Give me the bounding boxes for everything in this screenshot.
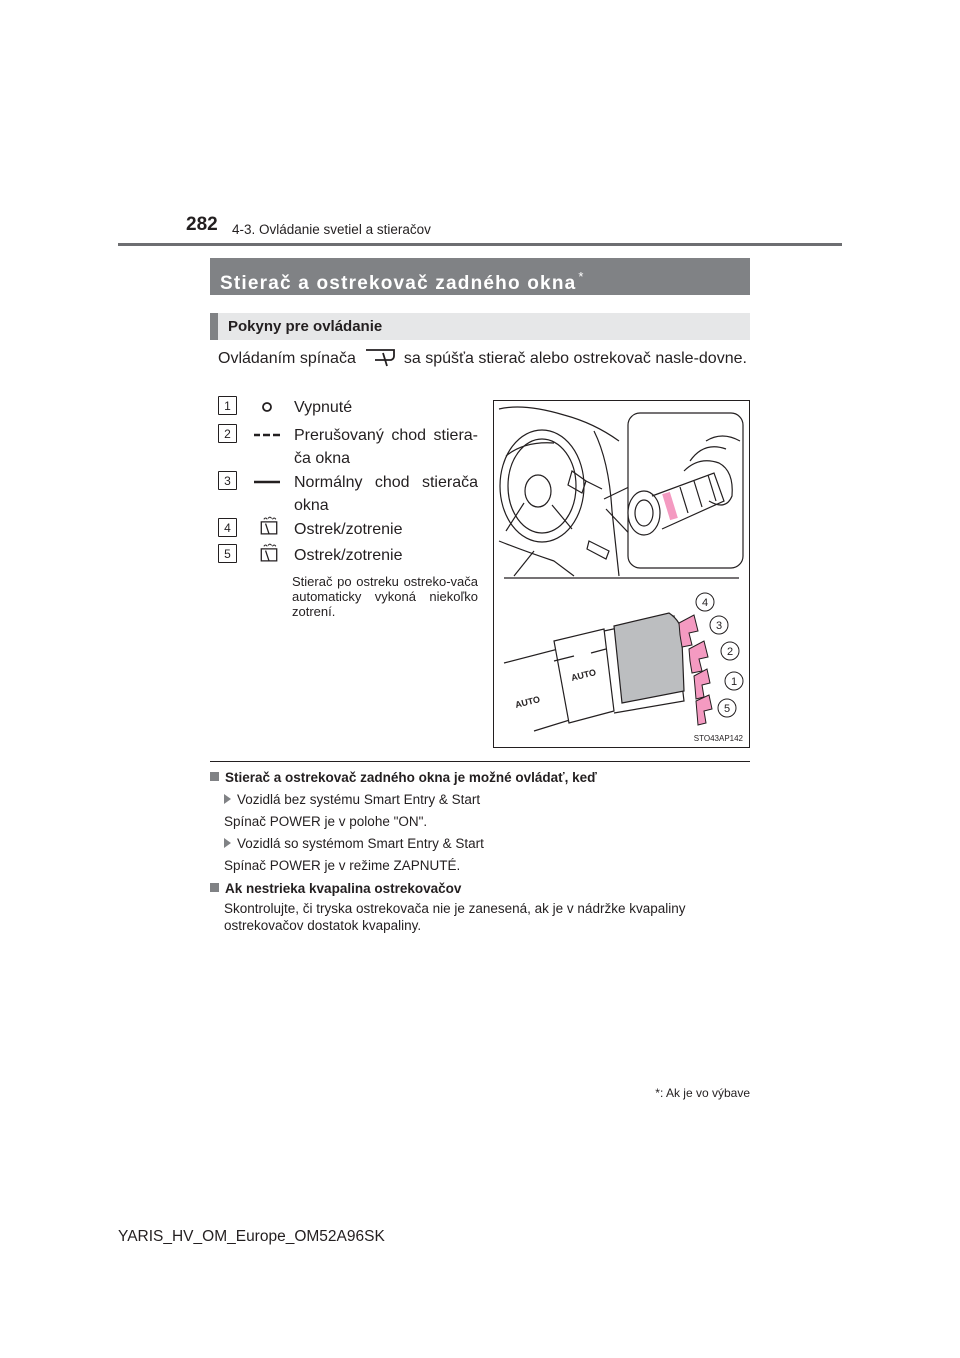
condition-heading-2	[210, 880, 750, 897]
figure-code: STO43AP142	[693, 734, 743, 743]
document-code: YARIS_HV_OM_Europe_OM52A96SK	[118, 1228, 385, 1245]
section-divider	[210, 761, 750, 762]
main-heading	[210, 258, 750, 295]
lever-auto-upper: AUTO	[570, 667, 598, 683]
square-bullet-icon	[210, 772, 219, 781]
wiper-lever-illustration	[493, 400, 750, 748]
item-number-3: 3	[218, 471, 237, 490]
intro-paragraph	[218, 347, 750, 370]
item-number-1: 1	[218, 396, 237, 415]
intermittent-dashes-icon	[252, 423, 282, 447]
item-text-3: Normálny chod stierača okna	[294, 474, 478, 514]
item-number-2: 2	[218, 424, 237, 443]
footnote: *: Ak je vo výbave	[655, 1086, 750, 1100]
condition-heading-1	[210, 769, 750, 786]
header-divider	[118, 243, 842, 246]
item-number-5: 5	[218, 544, 237, 563]
sub-heading: Pokyny pre ovládanie	[210, 313, 750, 340]
condition-heading-text-1: Stierač a ostrekovač zadného okna je možné ovládať, keď	[225, 770, 597, 785]
washer-wipe-icon	[254, 515, 284, 539]
rear-wiper-switch-icon	[364, 347, 396, 367]
illustration-drawing	[494, 401, 749, 747]
callout-2: 2	[726, 646, 734, 658]
section-reference: 4-3. Ovládanie svetiel a stieračov	[232, 222, 431, 237]
continuous-line-icon	[252, 470, 282, 494]
optional-asterisk: *	[578, 269, 585, 284]
item-number-4: 4	[218, 518, 237, 537]
page-number: 282	[186, 214, 218, 235]
callout-5: 5	[723, 703, 731, 715]
condition-line: Spínač POWER je v polohe "ON".	[224, 814, 428, 829]
item-note-5: Stierač po ostreku ostreko-vača automaticky vykoná niekoľko zotrení.	[292, 574, 478, 619]
condition-line: Spínač POWER je v režime ZAPNUTÉ.	[224, 858, 461, 873]
condition-line-text: Vozidlá so systémom Smart Entry & Start	[237, 836, 484, 851]
square-bullet-icon	[210, 883, 219, 892]
intro-after-icon: sa spúšťa stierač alebo ostrekovač nasle-dovne.	[403, 350, 747, 367]
lever-auto-lower: AUTO	[514, 694, 542, 710]
condition-heading-text-2: Ak nestrieka kvapalina ostrekovačov	[225, 881, 462, 896]
intro-before-icon: Ovládaním spínača	[218, 350, 356, 367]
condition-line-text: Vozidlá bez systému Smart Entry & Start	[237, 792, 481, 807]
condition-line: Skontrolujte, či tryska ostrekovača nie je zanesená, ak je v nádržke kvapaliny ostrekovačov dostatok kvapaliny.	[224, 901, 686, 933]
item-text-1: Vypnuté	[294, 399, 353, 416]
item-text-5: Ostrek/zotrenie	[294, 547, 403, 564]
condition-line	[224, 791, 750, 808]
callout-1: 1	[730, 676, 738, 688]
item-text-4: Ostrek/zotrenie	[294, 521, 403, 538]
item-text-2: Prerušovaný chod stiera-ča okna	[294, 427, 478, 467]
main-heading-title: Stierač a ostrekovač zadného okna	[220, 273, 577, 294]
triangle-bullet-icon	[224, 794, 231, 804]
off-circle-icon	[252, 395, 282, 419]
washer-wipe-icon	[254, 542, 284, 566]
triangle-bullet-icon	[224, 838, 231, 848]
callout-4: 4	[701, 597, 709, 609]
condition-line	[224, 835, 750, 852]
callout-3: 3	[715, 620, 723, 632]
